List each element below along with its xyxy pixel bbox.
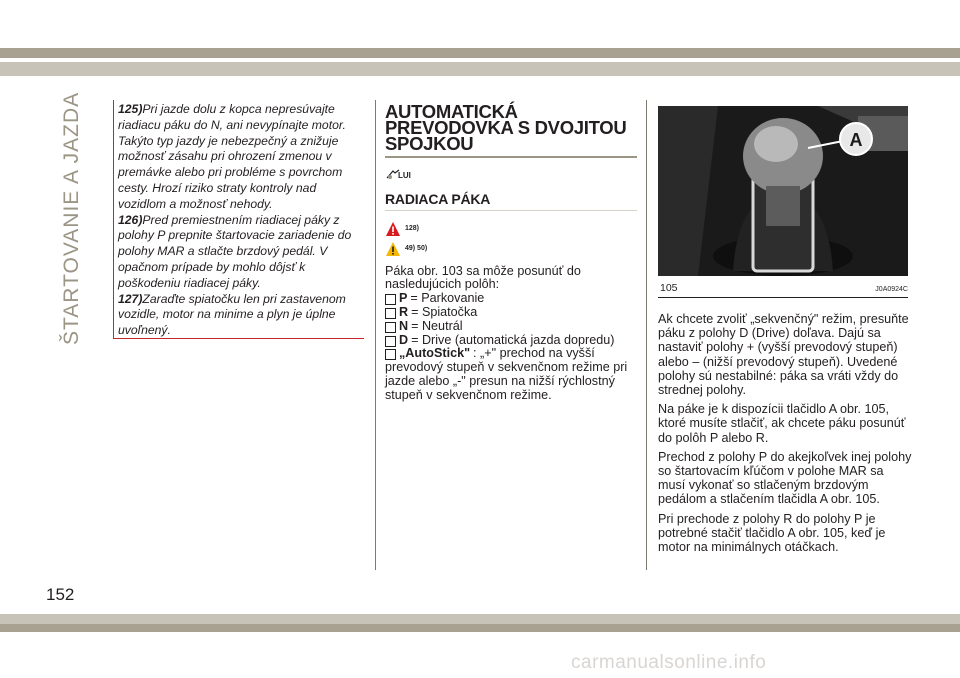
option-key: R bbox=[399, 304, 409, 319]
caption-rule bbox=[658, 297, 908, 298]
svg-text:LUI: LUI bbox=[398, 171, 411, 180]
list-item bbox=[385, 292, 637, 306]
warning-number: 127) bbox=[118, 291, 143, 306]
caution-ref bbox=[385, 239, 637, 259]
list-item bbox=[385, 334, 637, 348]
warning-item bbox=[118, 213, 364, 292]
warning-text: Zaraďte spiatočku len pri zastavenom vozidle, motor na minime a plyn je úplne uvoľnený. bbox=[118, 291, 346, 338]
paragraph: Na páke je k dispozícii tlačidlo A obr. 105, ktoré musíte stlačiť, ak chcete páku posunúť do polôh P alebo R. bbox=[658, 402, 906, 445]
section-title: AUTOMATICKÁ PREVODOVKA S DVOJITOU SPOJKOU bbox=[385, 104, 637, 158]
warning-text: Pred premiestnením riadiacej páky z polohy P prepnite štartovacie zariadenie do polohy MAR a stlačte brzdový pedál. V opačnom prípade by mohlo dôjsť k poškodeniu riadiacej páky. bbox=[118, 212, 352, 290]
warning-number: 125) bbox=[118, 102, 143, 116]
warning-text: Pri jazde dolu z kopca nepresúvajte riadiacu páku do N, ani nevypínajte motor. Takýto typ jazdy je nebezpečný a znižuje možnosť zásahu pri ohrození zmenou v premávke alebo pri probléme s povrchom cesty. Hrozí riziko straty kontroly nad vozidlom a možnosť nehody. bbox=[118, 102, 346, 211]
bullet-box-icon bbox=[385, 322, 396, 333]
danger-icon bbox=[385, 221, 401, 237]
figure-code: J0A0924C bbox=[875, 286, 908, 293]
option-text: = Spiatočka bbox=[411, 304, 478, 319]
bullet-box-icon bbox=[385, 294, 396, 305]
lui-icon bbox=[385, 165, 415, 181]
column-divider bbox=[375, 100, 376, 570]
caution-icon bbox=[385, 241, 401, 257]
bullet-box-icon bbox=[385, 349, 396, 360]
option-text: : „+" prechod na vyšší bbox=[473, 346, 595, 361]
option-text: = Drive (automatická jazda dopredu) bbox=[411, 332, 615, 347]
warning-box bbox=[113, 100, 364, 339]
option-key: P bbox=[399, 291, 408, 306]
gear-lever-photo bbox=[658, 106, 908, 276]
option-key: „AutoStick" bbox=[399, 346, 471, 361]
middle-column bbox=[385, 100, 637, 403]
warning-item bbox=[118, 102, 364, 213]
watermark: carmanualsonline.info bbox=[571, 652, 767, 673]
paragraph: Pri prechode z polohy R do polohy P je potrebné stačiť tlačidlo A obr. 105, keď je motor na minimálnych otáčkach. bbox=[658, 511, 886, 555]
danger-ref bbox=[385, 219, 637, 239]
header-band bbox=[0, 48, 960, 58]
photo-caption bbox=[660, 282, 908, 294]
page-number: 152 bbox=[46, 585, 75, 604]
intro-text: Páka obr. 103 sa môže posunúť do nasledujúcich polôh: bbox=[385, 263, 581, 292]
warning-number: 126) bbox=[118, 212, 143, 227]
option-key: N bbox=[399, 318, 409, 333]
caution-ref-text: 49) 50) bbox=[405, 244, 428, 252]
warning-item bbox=[118, 292, 364, 339]
figure-number: 105 bbox=[660, 282, 678, 294]
danger-ref-text: 128) bbox=[405, 224, 420, 232]
right-column bbox=[658, 312, 912, 559]
list-item bbox=[385, 306, 637, 320]
list-item bbox=[385, 320, 637, 334]
option-text: = Parkovanie bbox=[410, 291, 485, 306]
footer-band-light bbox=[0, 614, 960, 624]
chapter-side-title: ŠTARTOVANIE A JAZDA bbox=[60, 91, 83, 345]
option-key: D bbox=[399, 332, 409, 347]
option-text: = Neutrál bbox=[411, 318, 463, 333]
paragraph: Prechod z polohy P do akejkoľvek inej polohy so štartovacím kľúčom v polohe MAR sa musí vykonať so stlačeným brzdovým pedálom a stlačením tlačidla A obr. 105. bbox=[658, 449, 912, 507]
footer-band bbox=[0, 624, 960, 632]
header-band-light bbox=[0, 62, 960, 76]
bullet-box-icon bbox=[385, 308, 396, 319]
paragraph: Ak chcete zvoliť „sekvenčný" režim, presuňte páku z polohy D (Drive) doľava. Dajú sa nastaviť polohy + (vyšší prevodový stupeň) alebo – (nižší prevodový stupeň). Uvedené polohy sú nestabilné: páka sa vráti vždy do strednej polohy. bbox=[658, 312, 909, 398]
bullet-box-icon bbox=[385, 336, 396, 347]
list-item bbox=[385, 347, 637, 361]
subsection-title: RADIACA PÁKA bbox=[385, 193, 637, 211]
photo-callout-label: A bbox=[849, 130, 863, 150]
autostick-continued: prevodový stupeň v sekvenčnom režime pri jazde alebo „-" presun na nižší rýchlostný stupeň v sekvenčnom režime. bbox=[385, 360, 628, 402]
column-divider bbox=[646, 100, 647, 570]
